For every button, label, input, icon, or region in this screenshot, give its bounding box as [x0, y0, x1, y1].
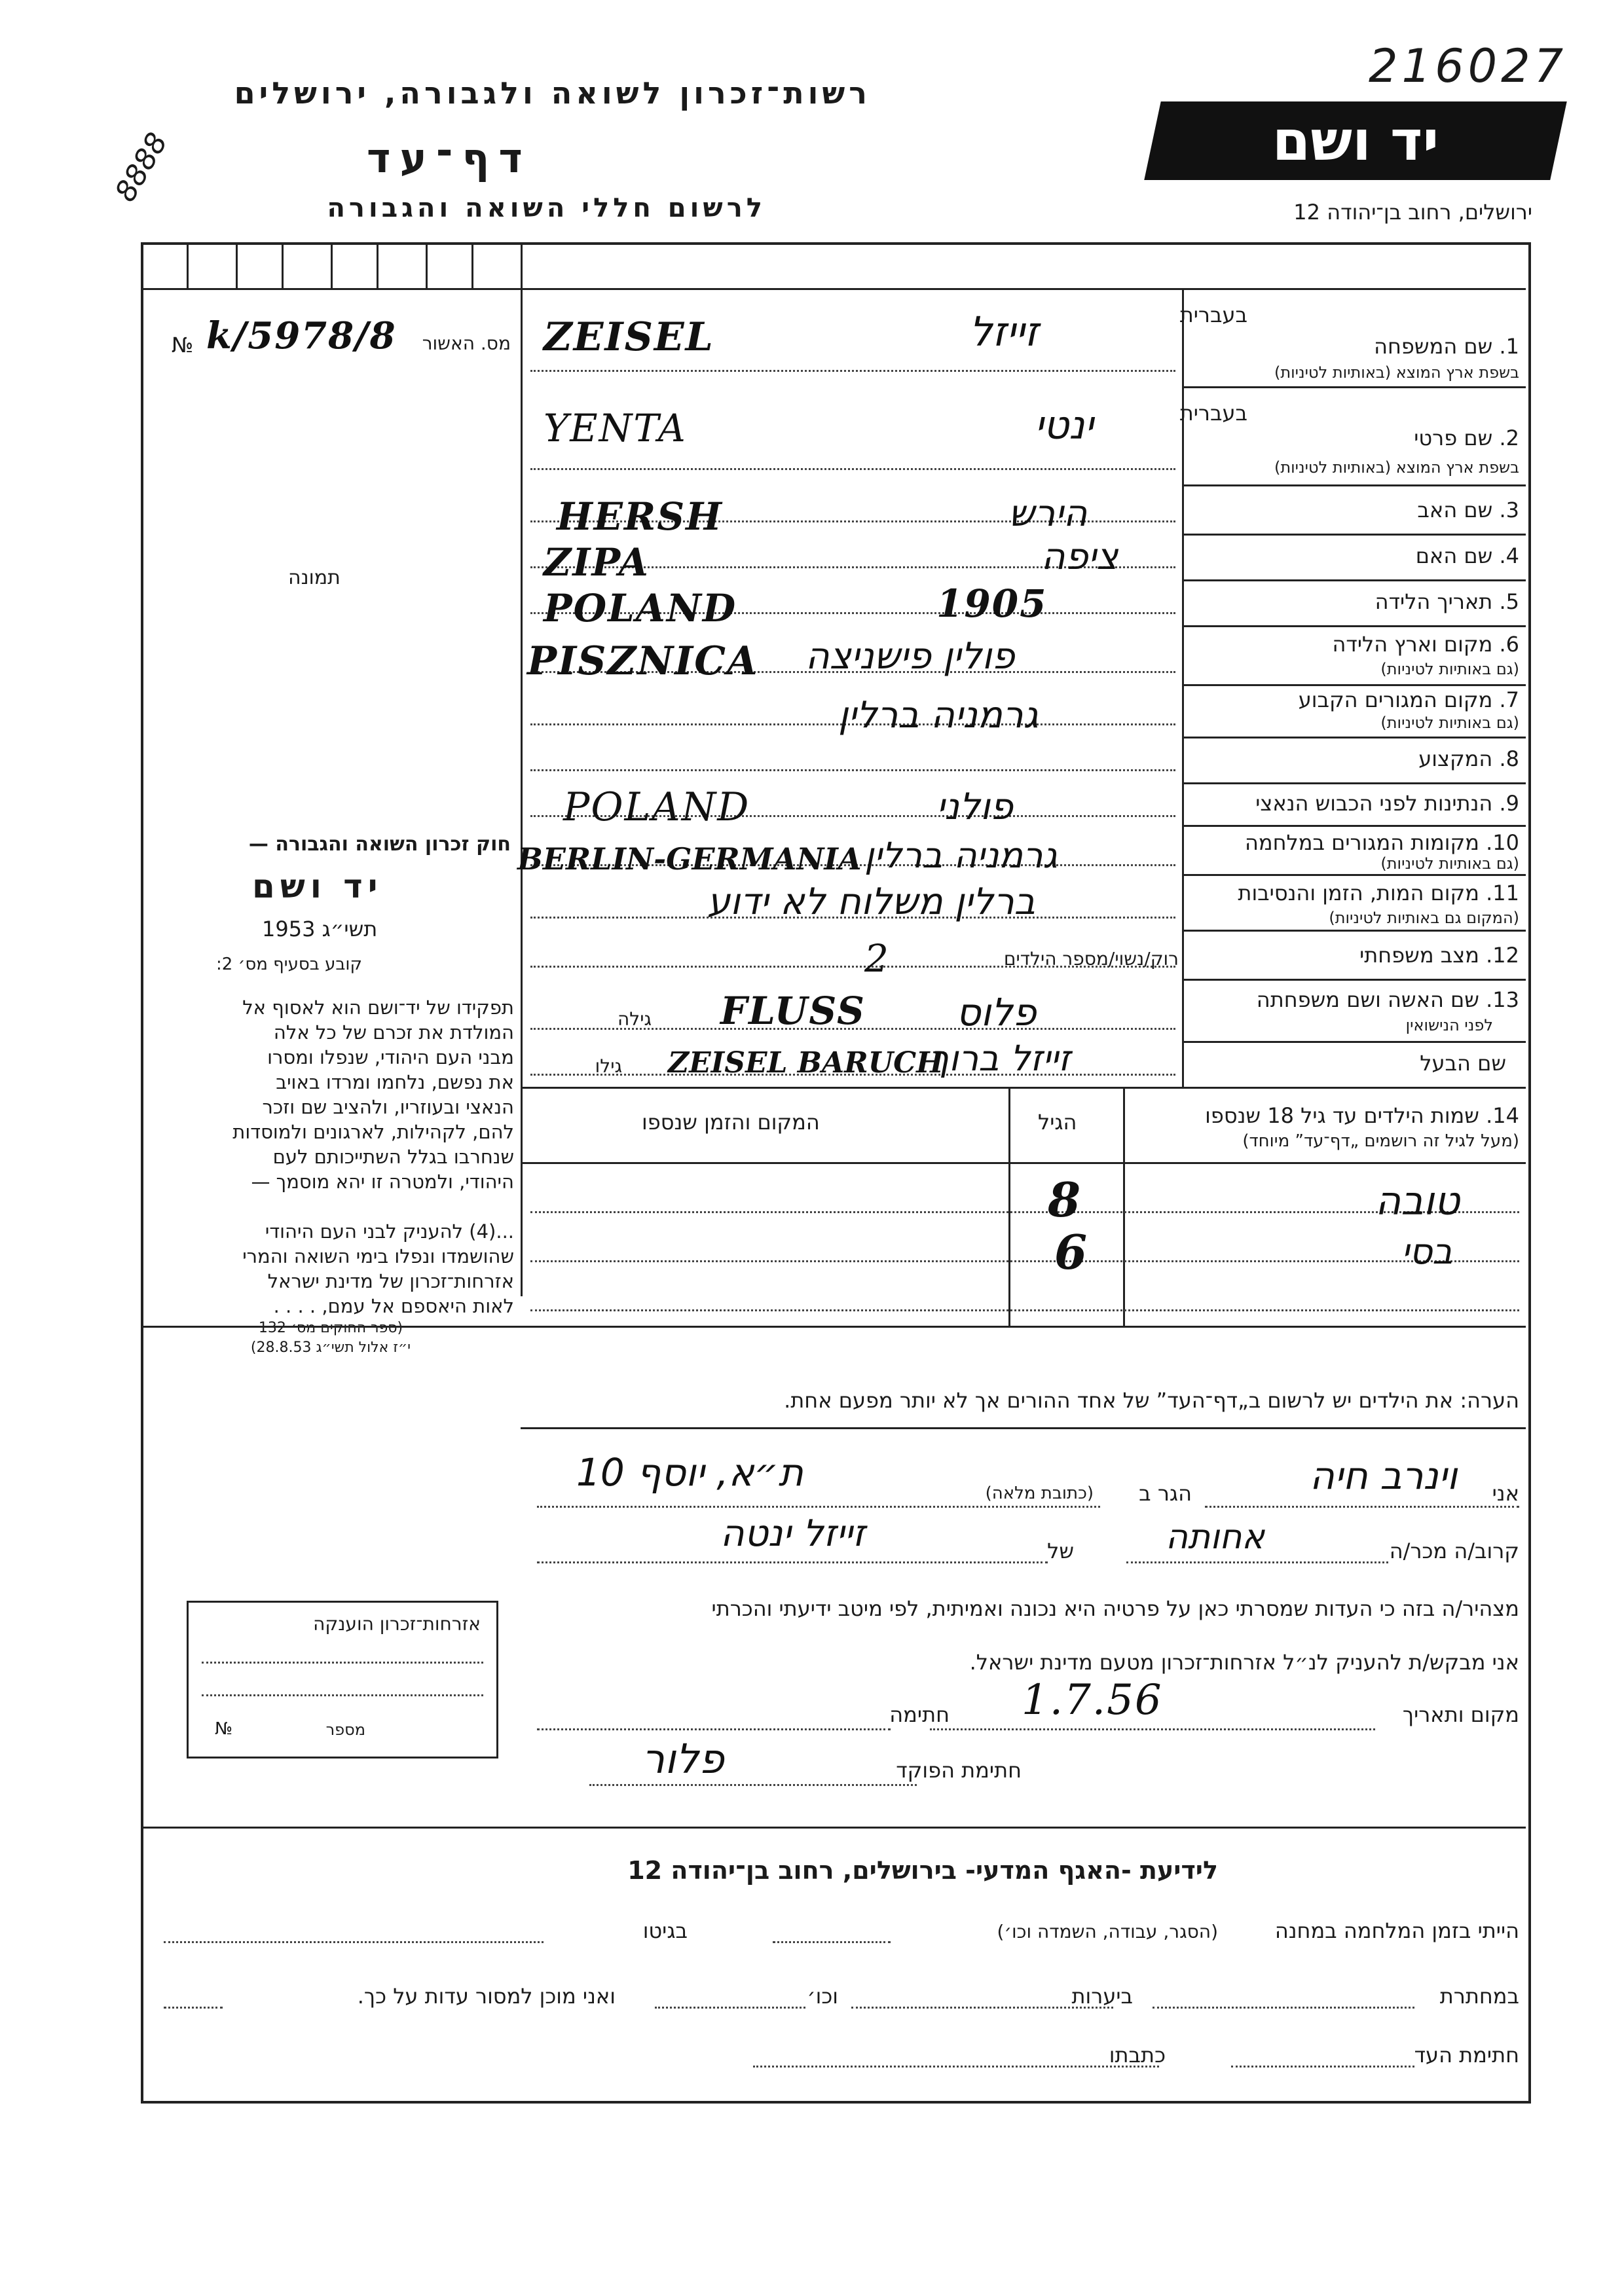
law-text-line: אזרחות־זכרון של מדינת ישראל [267, 1270, 514, 1292]
field-3-latin: HERSH [557, 494, 723, 539]
witness-relation-label: קרוב/ה מכר/ה [1389, 1539, 1519, 1563]
law-text-line: תפקידו של יד־ושם הוא לאסוף אל [242, 996, 514, 1019]
field-13-hebrew: פלוס [956, 990, 1037, 1034]
logo-text: יד ושם [1272, 109, 1439, 173]
bottom-line1-a: הייתי בזמן המלחמה במחנה [1274, 1918, 1519, 1943]
witness-name: וינרב חיה [1310, 1453, 1458, 1498]
hebrew-label-2: בעברית [1179, 401, 1247, 426]
field-12-options: רוק/נשוי/מספר הילדים [1003, 948, 1179, 970]
law-clause: קובע בסעיף מס׳ 2: [216, 955, 362, 974]
field-5-year: 1905 [936, 581, 1048, 626]
field-9-label: 9. הנתינות לפני הכבוש הנאצי [1255, 791, 1519, 816]
field-4-latin: ZIPA [544, 540, 650, 585]
husband-latin: ZEISEL BARUCH [668, 1046, 944, 1080]
photo-label: תמונה [288, 566, 341, 589]
field-13-label: 13. שם האשה ושם משפחתה [1256, 987, 1519, 1012]
field-2-label: 2. שם פרטי [1414, 426, 1519, 450]
law-text [147, 995, 514, 1358]
field-13-latin: FLUSS [720, 989, 866, 1033]
field-5-label: 5. תאריך הלידה [1375, 589, 1519, 614]
note: הערה: את הילדים יש לרשום ב„דף־העד” של אחד ההורים אך לא יותר מפעם אחת. [784, 1388, 1519, 1413]
field-6-sub: (גם באותיות לטיניות) [1380, 660, 1519, 678]
child-2-age: 6 [1054, 1224, 1089, 1280]
field-1-latin: ZEISEL [544, 314, 714, 360]
field-3-label: 3. שם האב [1417, 498, 1519, 522]
children-col-place: המקום והזמן שנספו [642, 1110, 820, 1135]
field-9-latin: POLAND [563, 784, 750, 830]
law-text-line [147, 1194, 514, 1219]
form-title: דף־עד [367, 134, 532, 182]
hebrew-label-1: בעברית [1179, 302, 1247, 327]
field-13-field-label: גילה [617, 1008, 652, 1030]
law-text-line: את נפשם, נלחמו ומרדו באויב [276, 1071, 514, 1093]
field-11-hebrew: ברלין משלוח לא ידוע [707, 881, 1036, 923]
bottom-line2-b: ביערות [1071, 1984, 1133, 2009]
field-10-latin: BERLIN-GERMANIA [517, 841, 862, 877]
child-1-name: טובה [1375, 1178, 1460, 1224]
field-9-hebrew: פולני [936, 786, 1014, 828]
children-sub: (מעל לגיל זה רושמים „דף־עד” מיוחד) [1242, 1131, 1519, 1151]
witness-declaration: מצהיר/ה בזה כי העדות שמסרתי כאן על פרטיה היא נכונה ואמיתית, לפי מיטב ידיעתי והכרתי [711, 1596, 1519, 1621]
witness-relation: אחותה [1166, 1518, 1265, 1557]
field-10-sub: (גם באותיות לטיניות) [1380, 854, 1519, 873]
field-1-hebrew: זייזל [969, 308, 1039, 355]
witness-residing-label: הגר ב [1139, 1481, 1192, 1506]
bottom-line2-d: ואני מוכן למסור עדות על כך. [357, 1984, 616, 2009]
law-text-line: הנאצי ובעוזריו, ולהציב שם וזכר [262, 1096, 514, 1118]
law-text-line: מבני העם היהודי, שנפלו ומסרו [267, 1046, 514, 1068]
field-6-label: 6. מקום וארץ הלידה [1332, 632, 1519, 657]
husband-hebrew: זייזל ברוך [930, 1038, 1071, 1079]
field-11-label: 11. מקום המות, הזמן והנסיבות [1238, 881, 1519, 905]
field-1-label: 1. שם המשפחה [1374, 334, 1519, 359]
children-col-age: הגיל [1038, 1110, 1077, 1135]
file-no-value: k/5978/8 [206, 314, 397, 357]
law-text-line: (ספר החוקים מס׳ 132 [258, 1320, 403, 1336]
field-7-label: 7. מקום המגורים הקבוע [1298, 687, 1519, 712]
field-4-label: 4. שם האם [1415, 543, 1519, 568]
field-6-latin: PISZNICA [527, 638, 759, 684]
field-7-sub: (גם באותיות לטיניות) [1380, 714, 1519, 732]
husband-field-label: גילו [595, 1055, 622, 1077]
field-2-sub: בשפת ארץ המוצא (באותיות לטיניות) [1274, 458, 1519, 477]
field-10-label: 10. מקומות המגורים במלחמה [1244, 830, 1519, 855]
law-text-line: היהודי, ולמטרה זו יהא מוסמך — [251, 1171, 514, 1193]
address: ירושלים, רחוב בן־יהודה 12 [1293, 200, 1532, 225]
field-12-value: 2 [864, 936, 890, 981]
document-number: 216027 [1369, 39, 1568, 93]
law-year: תשי״ג 1953 [262, 917, 378, 941]
field-12-label: 12. מצב משפחתי [1359, 943, 1519, 968]
bottom-title: לידיעת -האגף המדעי- בירושלים, רחוב בן־יהודה 12 [627, 1856, 1218, 1885]
field-1-sub: בשפת ארץ המוצא (באותיות לטיניות) [1274, 363, 1519, 382]
field-13-sub: לפני הנישואין [1405, 1016, 1493, 1034]
citizenship-box-number-label: מספר [325, 1721, 365, 1739]
bottom-line2-c: וכו׳ [807, 1984, 838, 2009]
witness-i-label: אני [1492, 1481, 1519, 1506]
bottom-line1-b: (הסגר, עבודה, השמדה וכו׳) [997, 1921, 1218, 1942]
field-2-hebrew: ינטי [1035, 403, 1094, 448]
witness-request: אני מבקש/ת להעניק לנ״ל אזרחות־זכרון מטעם מדינת ישראל. [969, 1650, 1519, 1675]
witness-place-date-label: מקום ותאריך [1402, 1702, 1519, 1727]
witness-address-label: (כתובת מלאה) [985, 1484, 1094, 1503]
officer-signature: פלור [642, 1735, 724, 1783]
law-title: חוק זכרון השואה והגבורה — [248, 833, 511, 856]
citizenship-box-title: אזרחות־זכרון הוענקה [313, 1613, 481, 1635]
field-6-hebrew: פולין פישניצה [805, 635, 1015, 678]
field-8-label: 8. המקצוע [1418, 746, 1519, 771]
child-2-name: בסי [1401, 1231, 1453, 1272]
field-7-hebrew: גרמניה ברלין [838, 694, 1039, 737]
witness-of-name: זייזל ינטה [720, 1512, 866, 1555]
field-11-sub: (המקום גם באותיות לטיניות) [1329, 909, 1519, 927]
field-3-hebrew: הירש [1008, 492, 1088, 535]
field-5-latin: POLAND [544, 586, 737, 630]
law-text-line: שנחרבו בגלל השתייכותם לעם [272, 1146, 514, 1168]
bottom-line3-b: כתבתו [1109, 2043, 1166, 2068]
children-label: 14. שמות הילדים עד גיל 18 שנספו [1205, 1103, 1519, 1128]
field-10-hebrew: גרמניה ברלין [864, 835, 1058, 876]
field-4-hebrew: ציפה [1041, 536, 1118, 578]
witness-signature-label: חתימה [889, 1702, 950, 1727]
citizenship-box-number-prefix: № [215, 1719, 233, 1739]
form-subtitle: לרשום חללי השואה והגבורה [327, 193, 766, 223]
law-text-line: י״ז אלול תשי״ג 28.8.53) [250, 1339, 411, 1356]
bottom-line2-a: במחתרת [1439, 1984, 1519, 2009]
bottom-line3-a: חתימת העד [1414, 2043, 1519, 2068]
officer-signature-label: חתימת הפוקד [896, 1758, 1022, 1783]
citizenship-box [187, 1601, 498, 1758]
law-name: יד ושם [252, 867, 383, 905]
file-no-label: מס. האשור [422, 333, 511, 354]
authority-line: רשות־זכרון לשואה ולגבורה, ירושלים [234, 75, 871, 111]
witness-address: ת״א, יוסף 10 [576, 1450, 803, 1495]
witness-place-date: 1.7.56 [1022, 1676, 1163, 1724]
law-text-line: לאות היאספם אל עמם, . . . . [273, 1295, 514, 1317]
witness-of-label: של [1047, 1539, 1074, 1563]
law-text-line: להם, לקהילות, לארגונים ולמוסדות [232, 1121, 514, 1143]
law-text-line: המולדת את זכרם של כל אלה [273, 1021, 514, 1044]
field-2-latin: YENTA [544, 406, 687, 450]
bottom-line1-c: בגיטו [642, 1918, 688, 1943]
file-no-prefix: № [172, 333, 194, 357]
child-1-age: 8 [1048, 1172, 1082, 1228]
husband-label: שם הבעל [1420, 1051, 1506, 1076]
law-text-line: ...(4) להעניק לבני העם היהודי [265, 1220, 514, 1243]
yad-vashem-logo [1144, 101, 1567, 180]
law-text-line: שהושמדו ונפלו בימי השואה והמרי [242, 1245, 514, 1267]
margin-note: 8888 [108, 127, 175, 208]
